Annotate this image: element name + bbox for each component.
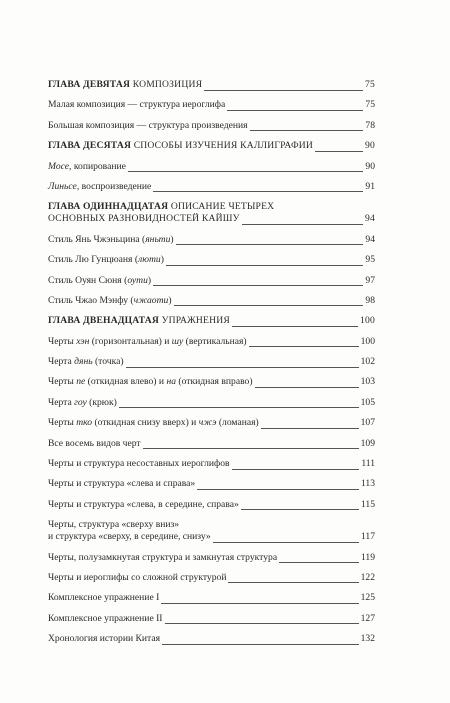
toc-entry[interactable] xyxy=(48,181,375,193)
page-number: 107 xyxy=(360,417,375,429)
toc-entry-text-part: оути xyxy=(127,274,148,286)
toc-entry-text-part: гоу xyxy=(74,396,87,408)
toc-entry-line xyxy=(48,120,375,132)
page-number: 113 xyxy=(360,478,375,490)
toc-entry-text-part: тко xyxy=(76,417,93,429)
toc-entry-line xyxy=(48,438,375,450)
page-number: 100 xyxy=(360,335,375,347)
toc-entry-text xyxy=(48,99,227,111)
toc-entry-line xyxy=(48,234,375,246)
toc-entry-line xyxy=(48,478,375,490)
toc-entry-line xyxy=(48,417,375,429)
page-number: 94 xyxy=(365,233,375,245)
page-number: 97 xyxy=(365,274,375,286)
toc-entry[interactable] xyxy=(48,438,375,450)
toc-entry-text-part: Черты и структура несоставных иероглифов xyxy=(48,458,230,470)
toc-entry-text xyxy=(48,254,166,266)
toc-entry-text-part: (точка) xyxy=(92,356,124,368)
toc-entry-line xyxy=(48,181,375,193)
toc-entry-line xyxy=(48,213,375,225)
toc-entry-text-part: Черты xyxy=(48,335,77,347)
chapter-number: ГЛАВА ДЕВЯТАЯ xyxy=(48,79,131,90)
toc-entry-text xyxy=(48,519,181,531)
toc-entry-line xyxy=(48,397,375,409)
toc-entry-text-part: Черты и структура «слева, в середине, справа» xyxy=(48,498,239,510)
toc-entry-text xyxy=(48,438,143,450)
toc-entry-text xyxy=(48,181,153,193)
toc-entry-text-part: Стиль Лю Гунцюаня ( xyxy=(48,254,139,266)
page-number: 100 xyxy=(360,315,375,327)
toc-entry-text xyxy=(48,234,176,246)
toc-entry-text xyxy=(48,120,250,132)
toc-entry-line xyxy=(48,315,375,327)
page-number: 78 xyxy=(365,119,375,131)
toc-chapter-entry[interactable] xyxy=(48,79,375,91)
toc-entry-text-part: люти xyxy=(138,254,161,266)
toc-entry[interactable] xyxy=(48,275,375,287)
toc-chapter-entry[interactable] xyxy=(48,140,375,152)
toc-entry-text-part: дянь xyxy=(74,356,93,368)
page-number: 132 xyxy=(360,633,375,645)
toc-entry-text xyxy=(48,613,165,625)
toc-entry-text-part: (откидная вправо) xyxy=(176,376,253,388)
toc-entry-line xyxy=(48,613,375,625)
toc-entry[interactable] xyxy=(48,499,375,511)
toc-entry-text xyxy=(48,417,261,429)
toc-entry-text xyxy=(48,458,232,470)
toc-entry-line xyxy=(48,458,375,470)
toc-entry-text xyxy=(48,336,249,348)
page-number: 75 xyxy=(365,79,375,90)
toc-entry-line xyxy=(48,140,375,152)
toc-entry[interactable] xyxy=(48,397,375,409)
toc-entry-text-part: шу xyxy=(171,335,184,347)
toc-entry-text xyxy=(48,161,128,173)
toc-entry-text-part: Черты xyxy=(48,417,77,429)
toc-entry-line xyxy=(48,592,375,604)
page-number: 127 xyxy=(360,612,375,624)
chapter-title: КОМПОЗИЦИЯ xyxy=(132,79,203,90)
toc-entry-line xyxy=(48,254,375,266)
toc-entry-text-part: , копирование xyxy=(69,160,126,172)
toc-entry-text xyxy=(48,592,161,604)
toc-entry[interactable] xyxy=(48,99,375,111)
toc-entry-text-part: ) xyxy=(170,233,174,245)
toc-entry-text-part: чжэ xyxy=(198,417,217,429)
toc-entry[interactable] xyxy=(48,458,375,470)
toc-entry-text-part: и структура «сверху, в середине, снизу» xyxy=(48,531,211,543)
chapter-number: ГЛАВА ДЕСЯТАЯ xyxy=(48,140,132,152)
toc-entry-text xyxy=(48,295,174,307)
toc-entry[interactable] xyxy=(48,519,375,543)
chapter-number: ГЛАВА ОДИННАДЦАТАЯ xyxy=(48,201,169,213)
toc-entry-text xyxy=(48,140,315,152)
page-number: 125 xyxy=(360,592,375,604)
toc-entry-text-part: хэн xyxy=(76,335,90,347)
toc-entry-text-part: Черты, структура «сверху вниз» xyxy=(48,519,180,531)
toc-entry[interactable] xyxy=(48,120,375,132)
toc-entry-text-part: Комплексное упражнение I xyxy=(48,592,160,604)
page-number: 111 xyxy=(361,458,375,470)
toc-entry[interactable] xyxy=(48,633,375,645)
toc-entry-text-part: ) xyxy=(147,274,152,286)
toc-entry-text-part: (откидная снизу вверх) и xyxy=(92,417,199,429)
toc-entry-text xyxy=(48,499,241,511)
toc-chapter-entry[interactable] xyxy=(48,201,375,225)
toc-entry-text-part: Черты и структура «слева и справа» xyxy=(48,478,196,490)
page-number: 102 xyxy=(360,356,375,368)
toc-entry-text-part: Черты xyxy=(48,376,77,388)
toc-entry-text xyxy=(48,478,197,490)
toc-entry-text-part: Черта xyxy=(48,356,75,368)
chapter-title: ОПИСАНИЕ ЧЕТЫРЕХ xyxy=(170,201,275,213)
toc-entry-text xyxy=(48,213,242,225)
page-number: 119 xyxy=(360,551,375,563)
toc-entry-text-part: (ломаная) xyxy=(216,417,259,429)
toc-entry-text-part: пе xyxy=(76,376,86,388)
page-number: 105 xyxy=(360,396,375,408)
toc-entry-text xyxy=(48,79,204,91)
page-number: 122 xyxy=(360,571,375,583)
toc-entry-text-part: чжаоти xyxy=(133,294,169,306)
chapter-title: СПОСОБЫ ИЗУЧЕНИЯ КАЛЛИГРАФИИ xyxy=(133,140,313,152)
toc-entry-text xyxy=(48,376,255,388)
toc-entry-text xyxy=(48,633,162,645)
toc-entry-text-part: Мосе xyxy=(48,160,70,172)
toc-entry-text xyxy=(48,315,232,327)
toc-entry-text-part: Стиль Оуян Сюня ( xyxy=(48,274,128,286)
toc-entry[interactable] xyxy=(48,478,375,490)
toc-entry[interactable] xyxy=(48,417,375,429)
toc-entry-line xyxy=(48,531,375,543)
toc-entry-line xyxy=(48,161,375,173)
page-number: 103 xyxy=(360,376,375,388)
page-number: 94 xyxy=(365,213,375,225)
toc-entry-line xyxy=(48,519,375,531)
toc-entry-text-part: Все восемь видов черт xyxy=(48,437,141,449)
page-number: 98 xyxy=(365,294,375,306)
toc-entry[interactable] xyxy=(48,254,375,266)
toc-entry[interactable] xyxy=(48,356,375,368)
page-number: 95 xyxy=(365,254,375,266)
chapter-title: УПРАЖНЕНИЯ xyxy=(161,315,230,327)
toc-entry-text xyxy=(48,531,213,543)
toc-chapter-entry[interactable] xyxy=(48,315,375,327)
toc-entry-text-part: Малая композиция — структура иероглифа xyxy=(48,99,226,111)
toc-entry-line xyxy=(48,376,375,388)
toc-entry-line xyxy=(48,275,375,287)
toc-entry-text-part: Комплексное упражнение II xyxy=(48,612,163,624)
chapter-title: ОСНОВНЫХ РАЗНОВИДНОСТЕЙ КАЙШУ xyxy=(48,213,240,225)
toc-entry[interactable] xyxy=(48,592,375,604)
toc-entry-text xyxy=(48,356,126,368)
toc-entry[interactable] xyxy=(48,295,375,307)
page-number: 90 xyxy=(365,160,375,172)
toc-entry-line xyxy=(48,79,375,91)
toc-entry[interactable] xyxy=(48,552,375,564)
toc-entry[interactable] xyxy=(48,376,375,388)
chapter-number: ГЛАВА ДВЕНАДЦАТАЯ xyxy=(48,315,159,327)
toc-entry-text-part: Черты и иероглифы со сложной структурой xyxy=(48,571,227,583)
toc-entry-text-part: яньти xyxy=(145,233,171,245)
toc-entry-line xyxy=(48,499,375,511)
toc-entry-text xyxy=(48,552,279,564)
toc-entry-line xyxy=(48,295,375,307)
toc-entry-text-part: ) xyxy=(168,294,172,306)
toc-entry-text-part: Стиль Янь Чжэньцина ( xyxy=(48,233,146,245)
page-number: 75 xyxy=(365,99,375,111)
table-of-contents xyxy=(48,79,375,654)
toc-entry-text-part: Большая композиция — структура произведения xyxy=(48,119,248,131)
toc-entry-text-part: Черты, полузамкнутая структура и замкнутая структура xyxy=(48,551,278,563)
toc-entry[interactable] xyxy=(48,161,375,173)
toc-entry-text-part: Стиль Чжао Мэнфу ( xyxy=(48,294,134,306)
toc-entry-line xyxy=(48,336,375,348)
toc-entry[interactable] xyxy=(48,234,375,246)
toc-entry-text-part: (вертикальная) xyxy=(183,335,247,347)
toc-entry-text-part: Линьсе xyxy=(48,180,77,192)
toc-entry-text-part: (откидная влево) и xyxy=(85,376,167,388)
toc-entry-line xyxy=(48,552,375,564)
toc-entry[interactable] xyxy=(48,336,375,348)
toc-entry-text-part: (крюк) xyxy=(86,396,117,408)
toc-entry-text-part: , воспроизведение xyxy=(76,180,152,192)
toc-entry-text-part: Черта xyxy=(48,396,75,408)
toc-entry-text xyxy=(48,201,276,213)
toc-entry-line xyxy=(48,201,375,213)
toc-entry-text-part: ) xyxy=(160,254,164,266)
toc-entry-line xyxy=(48,633,375,645)
page-number: 90 xyxy=(365,140,375,152)
toc-entry-text xyxy=(48,572,228,584)
toc-entry-line xyxy=(48,572,375,584)
toc-entry-text-part: на xyxy=(166,376,177,388)
toc-entry-text xyxy=(48,275,153,287)
page-number: 117 xyxy=(360,531,375,543)
page-number: 109 xyxy=(360,437,375,449)
page-number: 115 xyxy=(360,498,375,510)
toc-entry-text xyxy=(48,397,119,409)
toc-entry-text-part: (горизонтальная) и xyxy=(89,335,172,347)
toc-entry[interactable] xyxy=(48,613,375,625)
page-number: 91 xyxy=(365,180,375,192)
toc-entry-line xyxy=(48,99,375,111)
toc-entry-line xyxy=(48,356,375,368)
toc-entry[interactable] xyxy=(48,572,375,584)
toc-entry-text-part: Хронология истории Китая xyxy=(48,633,161,645)
